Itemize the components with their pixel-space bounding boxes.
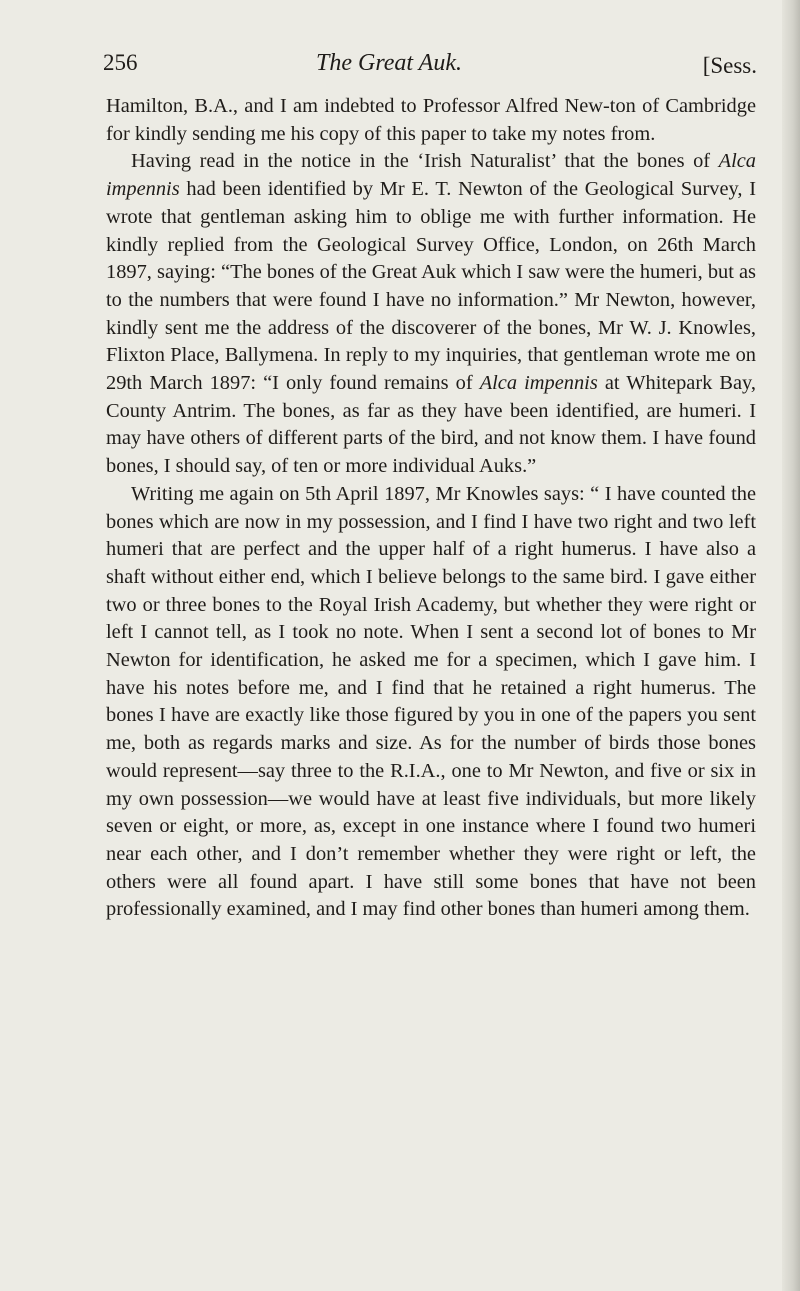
species-name: Alca impennis bbox=[479, 372, 598, 395]
body-text bbox=[106, 93, 756, 924]
section-mark: [Sess. bbox=[702, 53, 757, 78]
page-number: 256 bbox=[103, 50, 138, 75]
paragraph-2-text-c: at Whitepark Bay, County Antrim. The bones, as far as they have been identified, are humeri. I may have others of different parts of the bird, and not know them. I have found bones, I should say, of ten or more individual Auks.” bbox=[106, 372, 756, 478]
paragraph-2 bbox=[106, 148, 756, 480]
paragraph-1-text: Hamilton, B.A., and I am indebted to Professor Alfred New-ton of Cambridge for kindly sending me his copy of this paper to take my notes from. bbox=[106, 95, 756, 145]
page-edge-shadow bbox=[782, 0, 800, 1291]
running-header bbox=[103, 50, 763, 84]
paragraph-2-text-a: Having read in the notice in the ‘Irish Naturalist’ that the bones of bbox=[131, 150, 719, 173]
paragraph-3-text: Writing me again on 5th April 1897, Mr Knowles says: “ I have counted the bones which are now in my possession, and I find I have two right and two left humeri that are perfect and the upper half of a right humerus. I have also a shaft without either end, which I believe belongs to the same bird. I gave either two or three bones to the Royal Irish Academy, but whether they were right or left I cannot tell, as I took no note. When I sent a second lot of bones to Mr Newton for identification, he asked me for a specimen, which I gave him. I have his notes before me, and I find that he retained a right humerus. The bones I have are exactly like those figured by you in one of the papers you sent me, both as regards marks and size. As for the number of birds those bones would represent—say three to the R.I.A., one to Mr Newton, and five or six in my own possession—we would have at least five individuals, but more likely seven or eight, or more, as, except in one instance where I found two humeri near each other, and I don’t remember whether they were right or left, the others were all found apart. I have still some bones that have not been professionally examined, and I may find other bones than humeri among them. bbox=[106, 482, 756, 921]
paragraph-1 bbox=[106, 93, 756, 148]
paragraph-2-text-b: had been identified by Mr E. T. Newton of the Geological Survey, I wrote that gentleman asking him to oblige me with further information. He kindly replied from the Geological Survey Office, London, on 26th March 1897, saying: “The bones of the Great Auk which I saw were the humeri, but as to the numbers that were found I have no information.” Mr Newton, however, kindly sent me the address of the discoverer of the bones, Mr W. J. Knowles, Flixton Place, Ballymena. In reply to my inquiries, that gentleman wrote me on 29th March 1897: “I only found remains of bbox=[106, 178, 756, 395]
running-title: The Great Auk. bbox=[316, 50, 462, 76]
paragraph-3 bbox=[106, 481, 756, 924]
species-name: Alca impennis bbox=[106, 150, 756, 201]
